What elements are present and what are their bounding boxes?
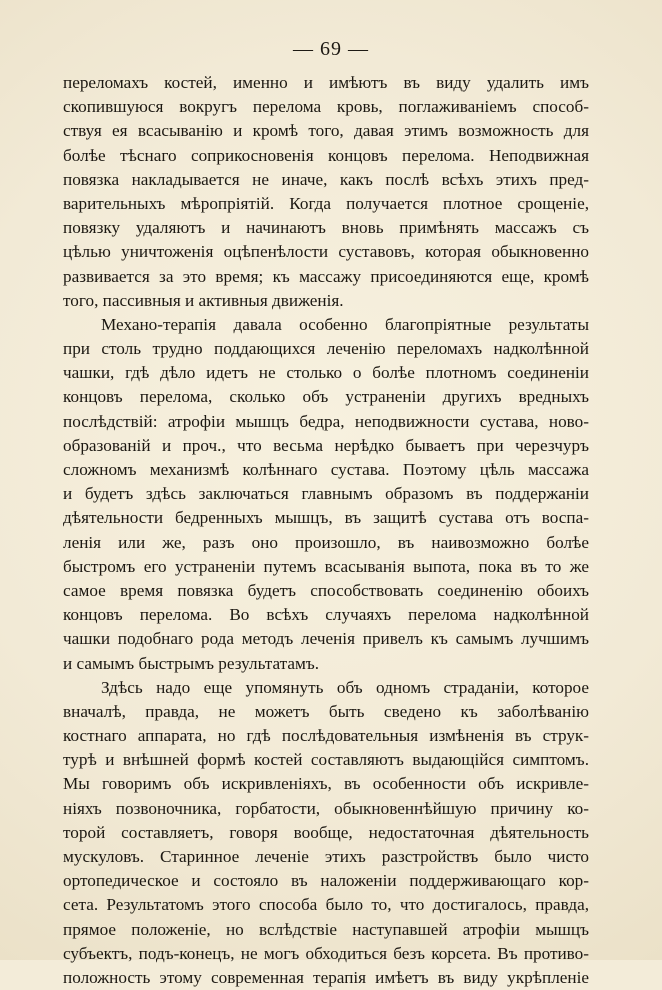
text-line: скопившуюся вокругъ перелома кровь, поглаживаніемъ способ- — [63, 97, 589, 117]
text-line: послѣдствій: атрофіи мышцъ бедра, неподвижности сустава, ново- — [63, 411, 589, 431]
text-line: Механо-терапія давала особенно благопріятные результаты — [101, 314, 589, 334]
text-line: того, пассивныя и активныя движенія. — [63, 290, 344, 310]
text-line: торой составляетъ, говоря вообще, недостаточная дѣятельность — [63, 822, 589, 842]
text-line: повязка накладывается не иначе, какъ послѣ всѣхъ этихъ пред- — [63, 169, 589, 189]
text-line: мускуловъ. Старинное леченіе этихъ разстройствъ было чисто — [63, 847, 589, 866]
text-line: концовъ перелома. Во всѣхъ случаяхъ перелома надколѣнной — [63, 605, 589, 625]
text-line: чашки подобнаго рода методъ леченія привелъ къ самымъ лучшимъ — [63, 629, 589, 649]
text-line: ортопедическое и состояло въ наложеніи поддерживающаго кор- — [63, 871, 589, 891]
text-line: прямое положеніе, но вслѣдствіе наступавшей атрофіи мышцъ — [63, 919, 589, 939]
text-line: сета. Результатомъ этого способа было то, что достигалось, правда, — [63, 895, 589, 915]
text-line: Здѣсь надо еще упомянуть объ одномъ страданіи, которое — [101, 677, 589, 697]
text-line: положность этому современная терапія имѣетъ въ виду укрѣпленіе — [63, 967, 589, 987]
text-line: турѣ и внѣшней формѣ костей составляютъ выдающійся симптомъ. — [63, 750, 589, 770]
text-line: самое время повязка будетъ способствовать соединенію обоихъ — [63, 580, 589, 600]
text-line: ніяхъ позвоночника, горбатости, обыкновеннѣйшую причину ко- — [63, 798, 589, 818]
text-line: переломахъ костей, именно и имѣютъ въ виду удалить имъ — [63, 73, 589, 92]
text-line: повязку удаляютъ и начинаютъ вновь примѣнять массажъ съ — [63, 218, 589, 238]
text-line: быстромъ его устраненіи путемъ всасыванія выпота, пока въ то же — [63, 556, 589, 576]
text-line: субъектъ, подъ-конецъ, не могъ обходиться безъ корсета. Въ противо- — [63, 943, 589, 963]
text-line: варительныхъ мѣропріятій. Когда получается плотное срощеніе, — [63, 193, 589, 213]
body-text — [63, 71, 589, 990]
text-line: дѣятельности бедренныхъ мышцъ, въ защитѣ сустава отъ воспа- — [63, 508, 589, 528]
text-line: развивается за это время; къ массажу присоединяются еще, кромѣ — [63, 266, 589, 286]
text-line: ствуя ея всасыванію и кромѣ того, давая этимъ возможность для — [63, 121, 589, 141]
text-line: ленія или же, разъ оно произошло, въ наивозможно болѣе — [63, 532, 589, 552]
text-line: при столь трудно поддающихся леченію переломахъ надколѣнной — [63, 339, 589, 359]
text-line: и самымъ быстрымъ результатамъ. — [63, 653, 320, 673]
text-line: чашки, гдѣ дѣло идетъ не столько о болѣе плотномъ соединеніи — [63, 363, 589, 383]
text-line: болѣе тѣснаго соприкосновенія концовъ перелома. Неподвижная — [63, 145, 589, 165]
text-line: сложномъ механизмѣ колѣннаго сустава. Поэтому цѣль массажа — [63, 460, 589, 479]
text-line: концовъ перелома, сколько объ устраненіи другихъ вредныхъ — [63, 387, 589, 407]
text-line: вначалѣ, правда, не можетъ быть сведено къ заболѣванію — [63, 701, 589, 721]
text-line: Мы говоримъ объ искривленіяхъ, въ особенности объ искривле- — [63, 774, 589, 794]
text-line: цѣлью уничтоженія оцѣпенѣлости суставовъ, которая обыкновенно — [63, 242, 589, 262]
text-line: и будетъ здѣсь заключаться главнымъ образомъ въ поддержаніи — [63, 484, 589, 504]
text-line: костнаго аппарата, но гдѣ послѣдовательныя измѣненія въ струк- — [63, 726, 589, 746]
text-line: образованій и проч., что весьма нерѣдко бываетъ при черезчуръ — [63, 435, 589, 455]
page-number: — 69 — — [293, 38, 369, 60]
